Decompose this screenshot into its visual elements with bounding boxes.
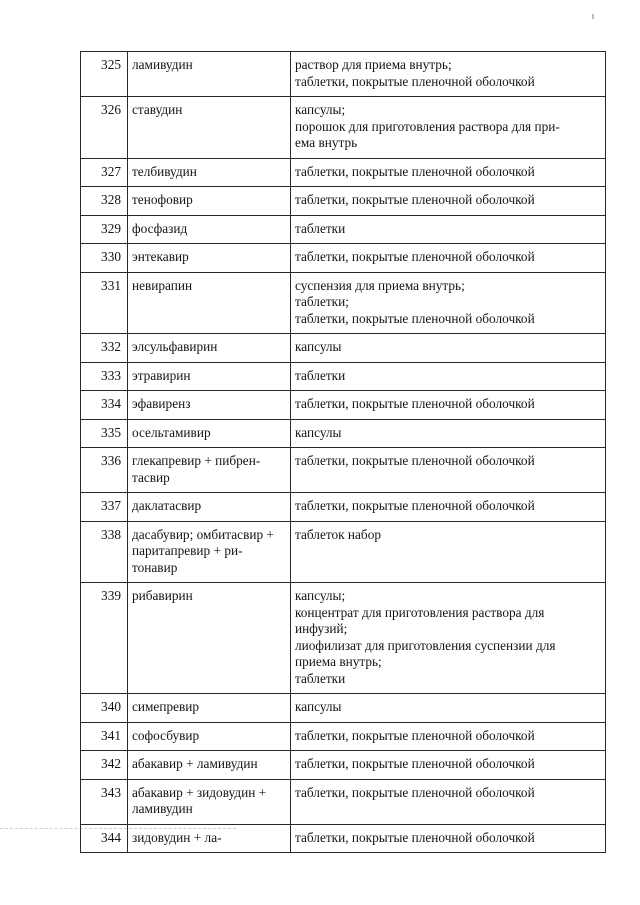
dosage-form bbox=[291, 751, 606, 780]
dosage-form bbox=[291, 158, 606, 187]
row-number: 331 bbox=[81, 272, 128, 334]
row-number: 327 bbox=[81, 158, 128, 187]
table-row bbox=[81, 751, 606, 780]
dosage-form-line: концентрат для приготовления раствора для bbox=[295, 604, 545, 620]
dosage-form-line: таблетки, покрытые пленочной оболочкой bbox=[295, 498, 535, 513]
dosage-form-line: раствор для приема внутрь; bbox=[295, 57, 452, 72]
table-row bbox=[81, 419, 606, 448]
dosage-form-line: таблетки, покрытые пленочной оболочкой bbox=[295, 192, 535, 207]
drug-name: осельтамивир bbox=[128, 419, 291, 448]
dosage-form-line: лиофилизат для приготовления суспензии для bbox=[295, 637, 556, 653]
dosage-form bbox=[291, 419, 606, 448]
dosage-form-line: таблетки bbox=[295, 220, 346, 236]
dosage-form-line: таблетки, покрытые пленочной оболочкой bbox=[295, 310, 535, 326]
dosage-form-line: капсулы bbox=[295, 339, 342, 354]
drug-name: этравирин bbox=[128, 362, 291, 391]
dosage-form bbox=[291, 334, 606, 363]
row-number: 335 bbox=[81, 419, 128, 448]
row-number: 330 bbox=[81, 244, 128, 273]
table-row bbox=[81, 493, 606, 522]
dosage-form-line: таблетки; bbox=[295, 294, 349, 309]
table-row bbox=[81, 722, 606, 751]
row-number: 338 bbox=[81, 521, 128, 583]
dosage-form bbox=[291, 52, 606, 97]
drug-name: абакавир + ламивудин bbox=[128, 751, 291, 780]
table-row bbox=[81, 244, 606, 273]
dosage-form-line: капсулы bbox=[295, 424, 342, 440]
dosage-form-line: капсулы; bbox=[295, 588, 346, 603]
drug-name: ставудин bbox=[128, 97, 291, 159]
dosage-form-line: капсулы bbox=[295, 699, 342, 714]
drug-name: рибавирин bbox=[128, 583, 291, 694]
drug-name: софосбувир bbox=[128, 722, 291, 751]
table-row bbox=[81, 448, 606, 493]
drug-name: зидовудин + ла- bbox=[128, 824, 291, 853]
table-row bbox=[81, 391, 606, 420]
drug-name: глекапревир + пибрен-тасвир bbox=[128, 448, 291, 493]
dosage-form-line: таблетки, покрытые пленочной оболочкой bbox=[295, 73, 535, 89]
row-number: 333 bbox=[81, 362, 128, 391]
dosage-form-line: таблетки, покрытые пленочной оболочкой bbox=[295, 829, 535, 845]
row-number: 343 bbox=[81, 779, 128, 824]
drug-name: невирапин bbox=[128, 272, 291, 334]
dosage-form bbox=[291, 824, 606, 853]
row-number: 337 bbox=[81, 493, 128, 522]
dosage-form-line: капсулы; bbox=[295, 102, 346, 117]
dosage-form bbox=[291, 521, 606, 583]
drug-table bbox=[80, 51, 606, 853]
dosage-form-line: таблетки, покрытые пленочной оболочкой bbox=[295, 249, 535, 264]
dosage-form bbox=[291, 362, 606, 391]
dosage-form-line: таблетки, покрытые пленочной оболочкой bbox=[295, 784, 535, 800]
dosage-form-line: таблетки, покрытые пленочной оболочкой bbox=[295, 453, 535, 468]
row-number: 332 bbox=[81, 334, 128, 363]
table-row bbox=[81, 362, 606, 391]
table-row bbox=[81, 158, 606, 187]
dosage-form bbox=[291, 448, 606, 493]
drug-table-body bbox=[81, 52, 606, 853]
dosage-form-line: инфузий; bbox=[295, 621, 348, 636]
table-row bbox=[81, 52, 606, 97]
drug-name: дасабувир; омбитасвир + паритапревир + ри-тонавир bbox=[128, 521, 291, 583]
table-row bbox=[81, 521, 606, 583]
row-number: 341 bbox=[81, 722, 128, 751]
row-number: 342 bbox=[81, 751, 128, 780]
dosage-form bbox=[291, 272, 606, 334]
table-row bbox=[81, 334, 606, 363]
scan-speck bbox=[592, 14, 594, 19]
table-row bbox=[81, 824, 606, 853]
row-number: 339 bbox=[81, 583, 128, 694]
table-row bbox=[81, 97, 606, 159]
row-number: 336 bbox=[81, 448, 128, 493]
drug-name: тенофовир bbox=[128, 187, 291, 216]
dosage-form bbox=[291, 779, 606, 824]
dosage-form bbox=[291, 244, 606, 273]
dosage-form bbox=[291, 694, 606, 723]
row-number: 340 bbox=[81, 694, 128, 723]
drug-name: даклатасвир bbox=[128, 493, 291, 522]
drug-name: элсульфавирин bbox=[128, 334, 291, 363]
drug-name: фосфазид bbox=[128, 215, 291, 244]
row-number: 329 bbox=[81, 215, 128, 244]
dosage-form bbox=[291, 97, 606, 159]
drug-name: телбивудин bbox=[128, 158, 291, 187]
dosage-form-line: приема внутрь; bbox=[295, 654, 382, 669]
drug-name: ламивудин bbox=[128, 52, 291, 97]
dosage-form-line: таблетки, покрытые пленочной оболочкой bbox=[295, 163, 535, 179]
dosage-form-line: порошок для приготовления раствора для при- bbox=[295, 118, 560, 134]
row-number: 334 bbox=[81, 391, 128, 420]
dosage-form-line: таблетки bbox=[295, 367, 346, 383]
table-row bbox=[81, 583, 606, 694]
dosage-form bbox=[291, 493, 606, 522]
dosage-form-line: ема внутрь bbox=[295, 135, 358, 150]
table-row bbox=[81, 215, 606, 244]
row-number: 344 bbox=[81, 824, 128, 853]
dosage-form bbox=[291, 722, 606, 751]
table-row bbox=[81, 694, 606, 723]
dosage-form-line: таблетки, покрытые пленочной оболочкой bbox=[295, 727, 535, 743]
row-number: 325 bbox=[81, 52, 128, 97]
dosage-form-line: таблетки bbox=[295, 670, 346, 686]
dosage-form-line: таблеток набор bbox=[295, 526, 381, 542]
table-row bbox=[81, 187, 606, 216]
row-number: 326 bbox=[81, 97, 128, 159]
drug-name: эфавиренз bbox=[128, 391, 291, 420]
dosage-form-line: суспензия для приема внутрь; bbox=[295, 277, 465, 293]
drug-name: энтекавир bbox=[128, 244, 291, 273]
row-number: 328 bbox=[81, 187, 128, 216]
dosage-form-line: таблетки, покрытые пленочной оболочкой bbox=[295, 396, 535, 411]
table-row bbox=[81, 272, 606, 334]
drug-name: симепревир bbox=[128, 694, 291, 723]
dosage-form bbox=[291, 583, 606, 694]
table-row bbox=[81, 779, 606, 824]
dosage-form bbox=[291, 391, 606, 420]
drug-name: абакавир + зидовудин + ламивудин bbox=[128, 779, 291, 824]
dosage-form bbox=[291, 215, 606, 244]
dosage-form bbox=[291, 187, 606, 216]
dosage-form-line: таблетки, покрытые пленочной оболочкой bbox=[295, 756, 535, 771]
